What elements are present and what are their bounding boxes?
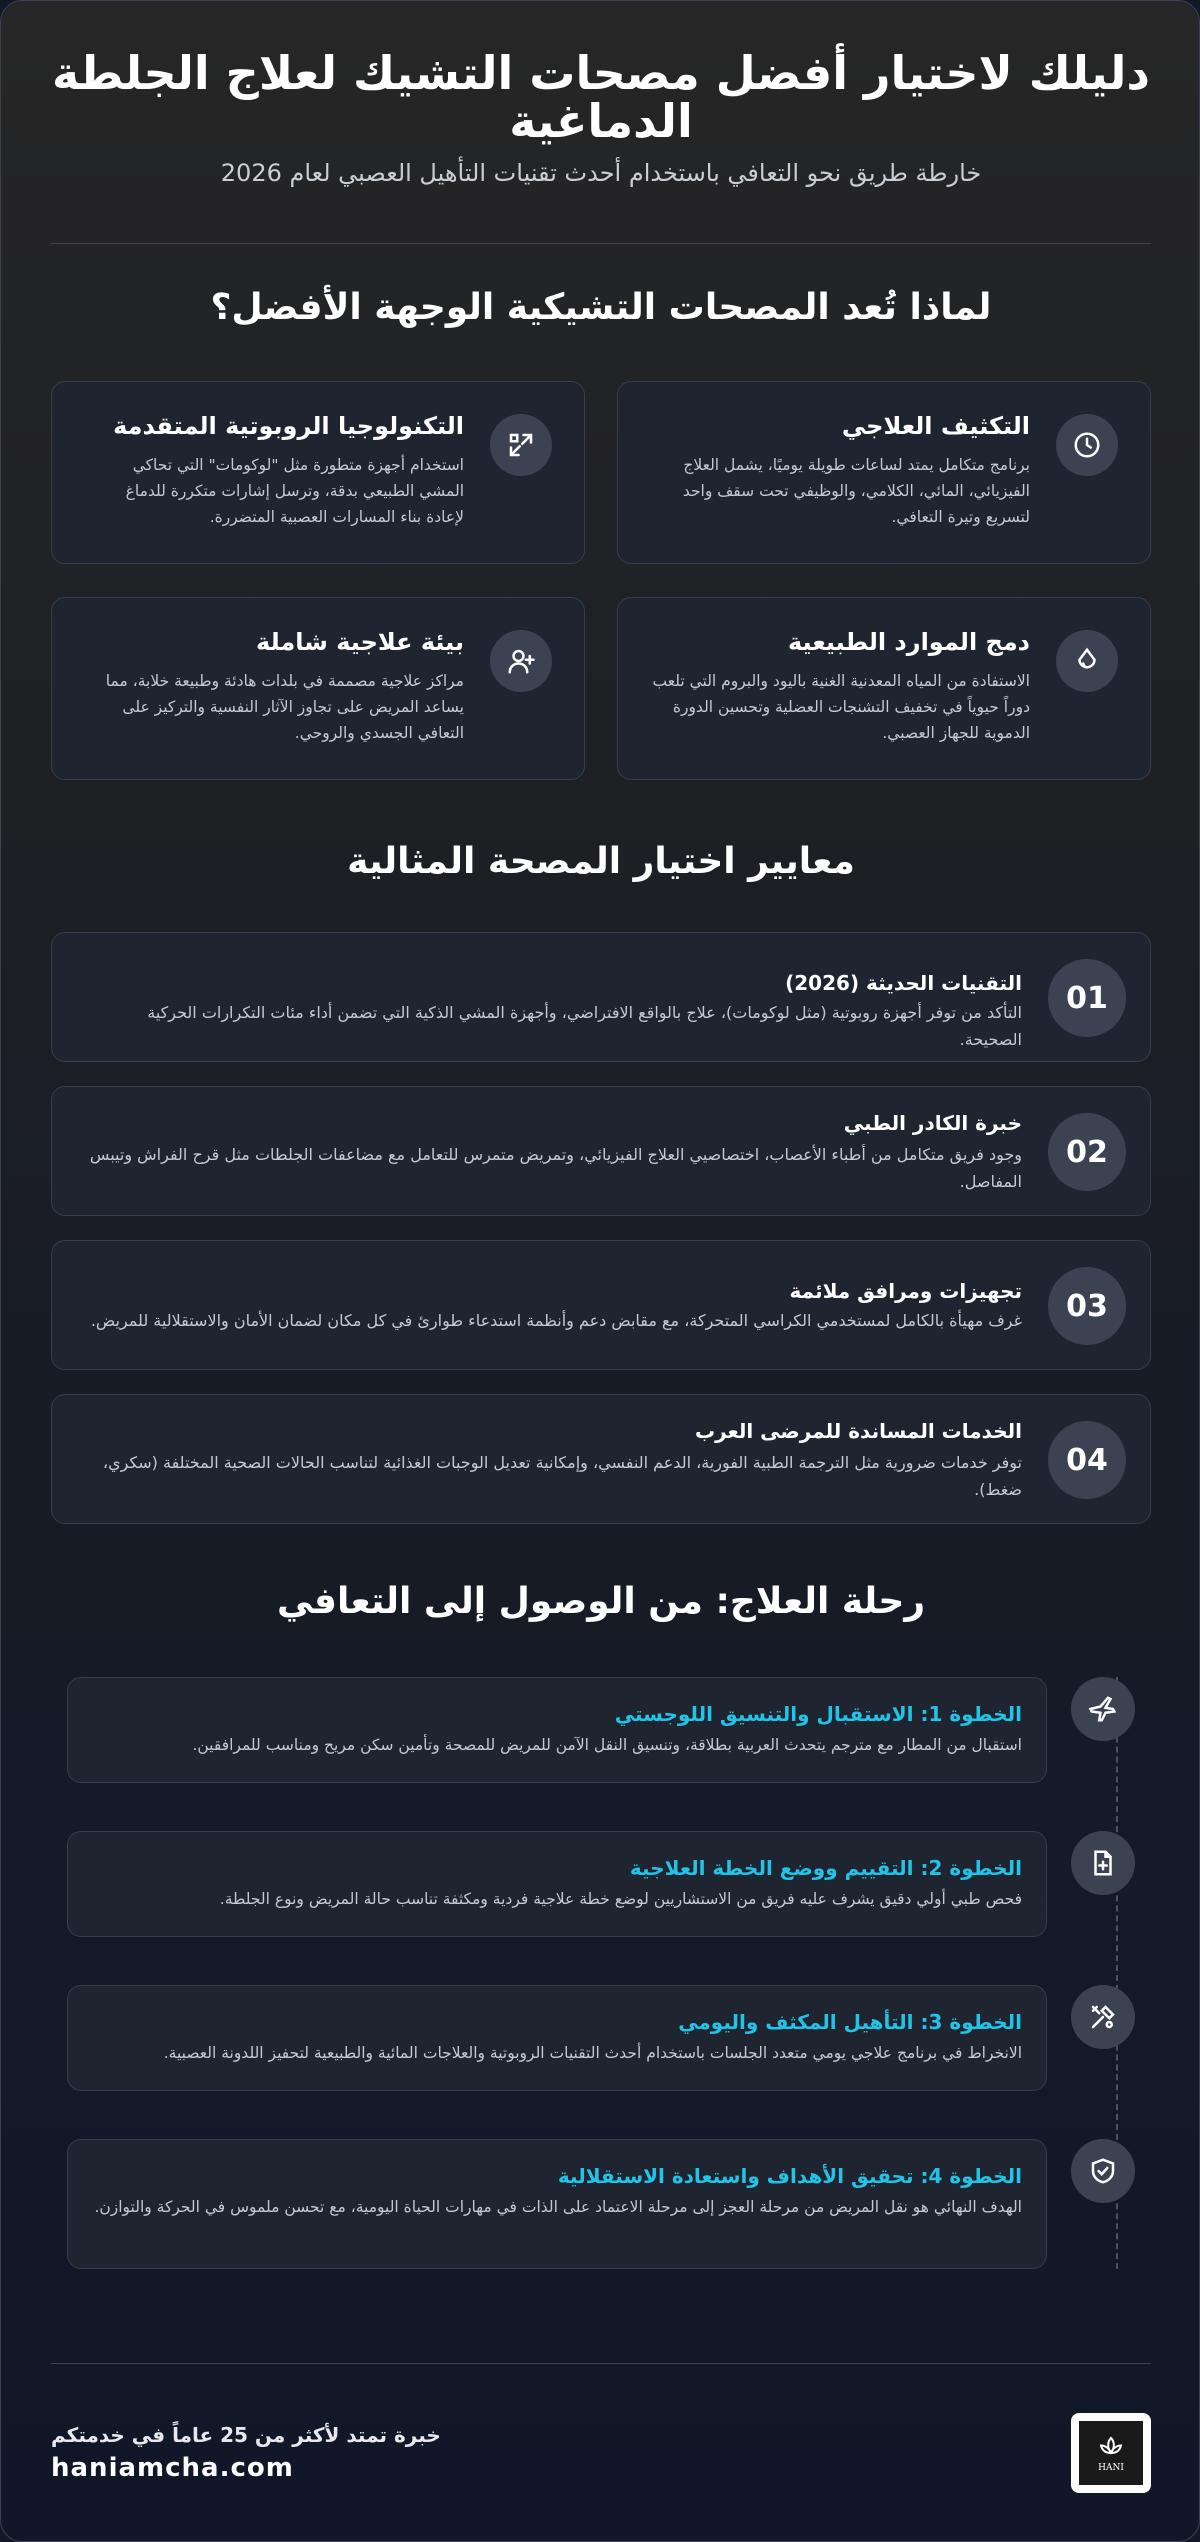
- why-card-environment: [51, 597, 585, 780]
- step-title: الخطوة 2: التقييم ووضع الخطة العلاجية: [629, 1856, 1022, 1880]
- criteria-item: [51, 1394, 1151, 1524]
- why-card-natural-resources: [617, 597, 1151, 780]
- step-title: الخطوة 4: تحقيق الأهداف واستعادة الاستقلالية: [557, 2164, 1022, 2188]
- step-desc: استقبال من المطار مع مترجم يتحدث العربية بطلاقة، وتنسيق النقل الآمن للمريض للمصحة وتأمين سكن مريح ومناسب للمرافقين.: [192, 1736, 1022, 1754]
- why-card-title: دمج الموارد الطبيعية: [787, 628, 1030, 656]
- divider: [51, 243, 1151, 244]
- criteria-desc: غرف مهيأة بالكامل لمستخدمي الكراسي المتحركة، مع مقابض دعم وأنظمة استدعاء طوارئ في كل مكان لضمان الأمان والاستقلالية للمريض.: [90, 1311, 1022, 1330]
- why-card-desc: برنامج متكامل يمتد لساعات طويلة يوميًا، يشمل العلاج الفيزيائي، المائي، الكلامي، والوظيفي تحت سقف واحد لتسريع وتيرة التعافي.: [682, 456, 1030, 526]
- criteria-title: التقنيات الحديثة (2026): [785, 971, 1022, 995]
- shield-check-icon: [1071, 2139, 1135, 2203]
- why-card-robotics: [51, 381, 585, 564]
- criteria-desc: توفر خدمات ضرورية مثل الترجمة الطبية الفورية، الدعم النفسي، وإمكانية تعديل الوجبات الغذائية لتناسب الحالات الصحية المختلفة (سكري، ضغط).: [102, 1453, 1022, 1499]
- criteria-section-title: معايير اختيار المصحة المثالية: [347, 841, 855, 882]
- logo-text: HANI: [1098, 2463, 1124, 2473]
- why-card-desc: استخدام أجهزة متطورة مثل "لوكومات" التي تحاكي المشي الطبيعي بدقة، وترسل إشارات متكررة للدماغ لإعادة بناء المسارات العصبية المتضررة.: [125, 456, 464, 526]
- journey-step: [67, 1677, 1047, 1783]
- clock-icon: [1056, 414, 1118, 476]
- criteria-item: [51, 932, 1151, 1062]
- footer-tagline: خبرة تمتد لأكثر من 25 عاماً في خدمتكم: [51, 2423, 441, 2447]
- step-desc: الهدف النهائي هو نقل المريض من مرحلة العجز إلى مرحلة الاعتماد على الذات في مهارات الحياة اليومية، مع تحسن ملموس في الحركة والتوازن.: [94, 2198, 1022, 2216]
- why-card-title: التكثيف العلاجي: [841, 412, 1030, 440]
- footer-divider: [51, 2363, 1151, 2364]
- journey-section-title: رحلة العلاج: من الوصول إلى التعافي: [276, 1581, 926, 1622]
- journey-step: [67, 1831, 1047, 1937]
- medical-file-icon: [1071, 1831, 1135, 1895]
- journey-step: [67, 2139, 1047, 2269]
- why-card-desc: مراكز علاجية مصممة في بلدات هادئة وطبيعة خلابة، مما يساعد المريض على تجاوز الآثار النفسية والتركيز على التعافي الجسدي والروحي.: [105, 672, 464, 742]
- why-card-title: التكنولوجيا الروبوتية المتقدمة: [113, 412, 464, 440]
- page-title: دليلك لاختيار أفضل مصحات التشيك لعلاج الجلطة الدماغية: [51, 46, 1151, 148]
- criteria-number: 02: [1048, 1113, 1126, 1191]
- tools-icon: [1071, 1985, 1135, 2049]
- footer-website-link[interactable]: haniamcha.com: [51, 2453, 294, 2483]
- criteria-number: 04: [1048, 1421, 1126, 1499]
- plane-icon: [1071, 1677, 1135, 1741]
- step-title: الخطوة 3: التأهيل المكثف واليومي: [678, 2010, 1022, 2034]
- step-desc: فحص طبي أولي دقيق يشرف عليه فريق من الاستشاريين لوضع خطة علاجية فردية ومكثفة تناسب حالة المريض ونوع الجلطة.: [219, 1890, 1022, 1908]
- why-card-desc: الاستفادة من المياه المعدنية الغنية باليود والبروم التي تلعب دوراً حيوياً في تخفيف التشنجات العضلية وتحسين الدورة الدموية للجهاز العصبي.: [652, 672, 1030, 742]
- why-card-title: بيئة علاجية شاملة: [256, 628, 464, 656]
- criteria-title: خبرة الكادر الطبي: [843, 1111, 1022, 1135]
- criteria-desc: التأكد من توفر أجهزة روبوتية (مثل لوكومات)، علاج بالواقع الافتراضي، وأجهزة المشي الذكية التي تضمن أداء مئات التكرارات الحركية الصحيحة.: [147, 1003, 1022, 1049]
- why-section-title: لماذا تُعد المصحات التشيكية الوجهة الأفضل؟: [210, 287, 992, 328]
- criteria-item: [51, 1240, 1151, 1370]
- water-drop-icon: [1056, 630, 1118, 692]
- robot-arrows-icon: [490, 414, 552, 476]
- journey-step: [67, 1985, 1047, 2091]
- user-plus-icon: [490, 630, 552, 692]
- criteria-title: الخدمات المساندة للمرضى العرب: [695, 1419, 1022, 1443]
- criteria-desc: وجود فريق متكامل من أطباء الأعصاب، اختصاصيي العلاج الفيزيائي، وتمريض متمرس للتعامل مع مضاعفات الجلطات مثل قرح الفراش وتيبس المفاصل.: [89, 1145, 1022, 1191]
- criteria-title: تجهيزات ومرافق ملائمة: [789, 1279, 1022, 1303]
- brand-logo: [1071, 2413, 1151, 2493]
- step-desc: الانخراط في برنامج علاجي يومي متعدد الجلسات باستخدام أحدث التقنيات الروبوتية والعلاجات المائية والطبيعية لتحفيز اللدونة العصبية.: [163, 2044, 1022, 2062]
- criteria-number: 03: [1048, 1267, 1126, 1345]
- lotus-icon: [1096, 2433, 1126, 2463]
- step-title: الخطوة 1: الاستقبال والتنسيق اللوجستي: [614, 1702, 1022, 1726]
- criteria-item: [51, 1086, 1151, 1216]
- why-card-intensity: [617, 381, 1151, 564]
- criteria-number: 01: [1048, 959, 1126, 1037]
- page-subtitle: خارطة طريق نحو التعافي باستخدام أحدث تقنيات التأهيل العصبي لعام 2026: [220, 159, 982, 187]
